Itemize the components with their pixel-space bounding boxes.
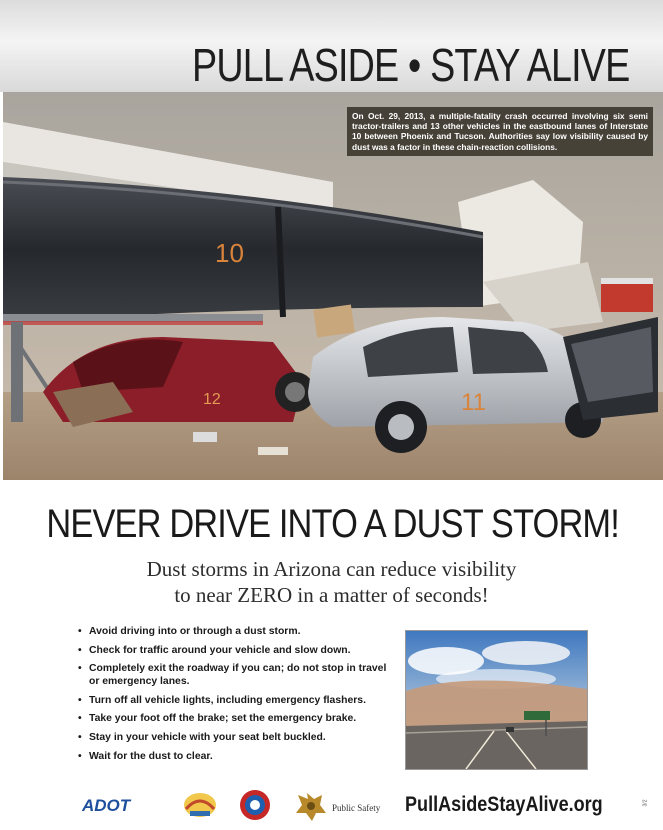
dps-badge-logo bbox=[296, 793, 381, 821]
tip-item: • Avoid driving into or through a dust storm. bbox=[78, 626, 398, 639]
dps-logo-text: Public Safety bbox=[332, 803, 381, 813]
marking-11: 11 bbox=[461, 389, 486, 416]
partner-logos bbox=[82, 789, 382, 825]
marking-12: 12 bbox=[203, 391, 221, 408]
campaign-title: PULL ASIDE • STAY ALIVE bbox=[191, 39, 629, 91]
subheadline-line-1: Dust storms in Arizona can reduce visibility bbox=[146, 557, 517, 581]
crash-caption: On Oct. 29, 2013, a multiple-fatality crash occurred involving six semi tractor-trailers and 13 other vehicles in the eastbound lanes of Interstate 10 between Phoenix and Tucson. Authorities say low visibility caused by dust was a factor in these chain-reaction collisions. bbox=[347, 107, 653, 156]
tip-item: • Check for traffic around your vehicle and slow down. bbox=[78, 645, 398, 658]
marking-10: 10 bbox=[215, 238, 244, 268]
nws-seal-logo bbox=[240, 790, 270, 820]
tip-item: • Completely exit the roadway if you can; do not stop in travel or emergency lanes. bbox=[78, 663, 398, 688]
adot-logo: ADOT bbox=[82, 796, 131, 815]
subheadline bbox=[0, 556, 663, 608]
subheadline-line-2: to near ZERO in a matter of seconds! bbox=[174, 583, 489, 607]
tip-item: • Stay in your vehicle with your seat belt buckled. bbox=[78, 732, 398, 745]
tip-item: • Turn off all vehicle lights, including emergency flashers. bbox=[78, 695, 398, 708]
main-headline: NEVER DRIVE INTO A DUST STORM! bbox=[46, 502, 619, 546]
safety-tips-list bbox=[78, 626, 398, 769]
partner-logos-strip bbox=[82, 789, 382, 825]
campaign-url[interactable]: PullAsideStayAlive.org bbox=[405, 793, 603, 816]
tip-item: • Wait for the dust to clear. bbox=[78, 751, 398, 764]
tip-item: • Take your foot off the brake; set the emergency brake. bbox=[78, 713, 398, 726]
crash-photo bbox=[3, 92, 663, 480]
header-banner bbox=[0, 0, 663, 92]
dust-storm-illustration bbox=[406, 631, 587, 769]
dust-storm-photo bbox=[405, 630, 588, 770]
print-code: 3/2 bbox=[642, 799, 649, 807]
county-seal-logo bbox=[184, 793, 216, 817]
